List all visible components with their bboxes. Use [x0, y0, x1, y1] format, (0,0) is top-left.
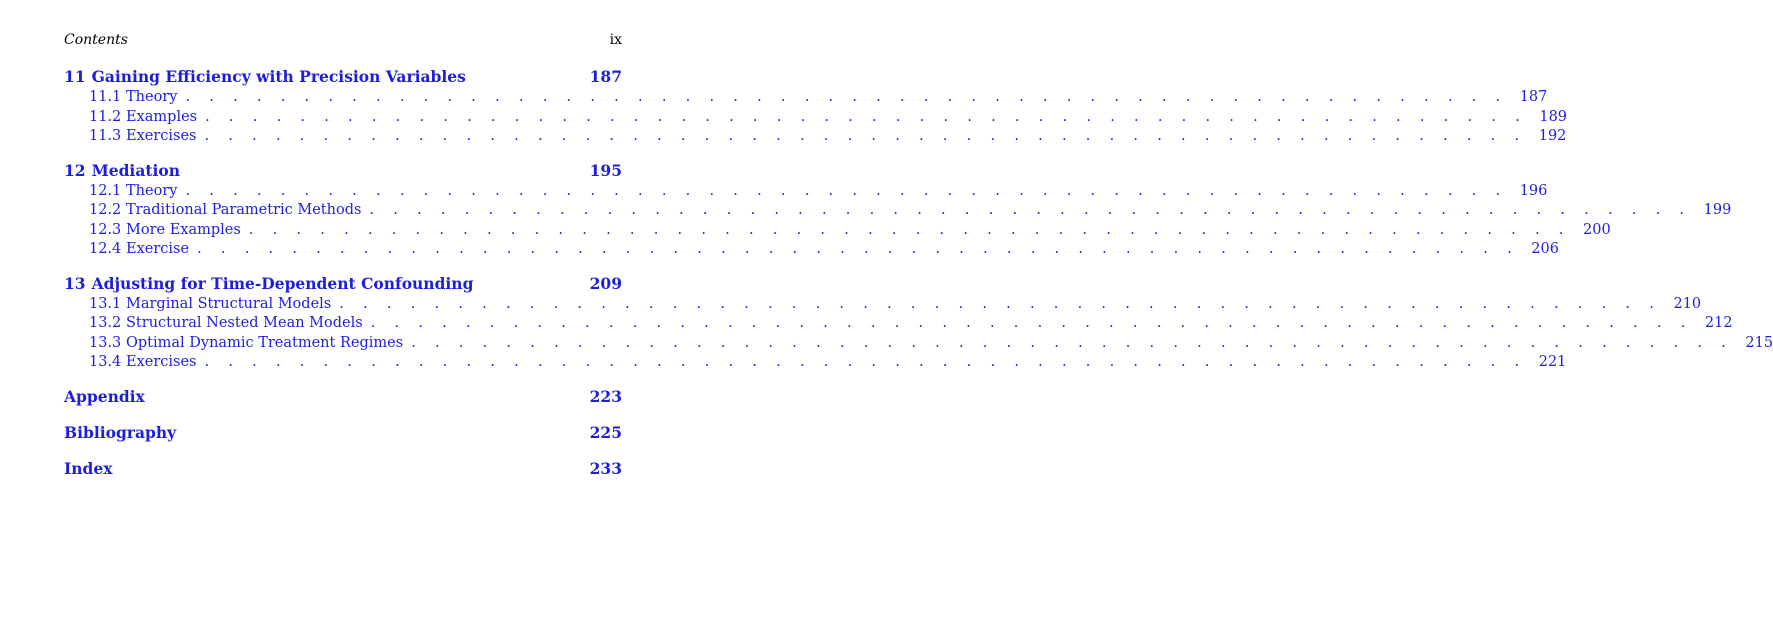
- toc-section-title: Exercises: [126, 354, 197, 370]
- toc-section-number: 12.3: [89, 221, 122, 238]
- toc-section-number: 13.4: [89, 354, 122, 370]
- toc-chapter: [64, 273, 1773, 374]
- toc-chapter-title-wrap: [64, 161, 590, 180]
- toc-section-title: Optimal Dynamic Treatment Regimes: [126, 334, 404, 351]
- toc-section-number: 11.2: [89, 108, 122, 125]
- toc-dot-leader: . . . . . . . . . . . . . . . . . . . . . . . . . . . . . . . . . . . . . . . . . . . . . . . . . . . . . . . .: [204, 128, 1527, 144]
- toc-section-title: Examples: [126, 108, 198, 125]
- toc-index: [64, 459, 622, 481]
- toc-dot-leader: . . . . . . . . . . . . . . . . . . . . . . . . . . . . . . . . . . . . . . . . . . . . . . . . . . . . . . . .: [185, 182, 1508, 199]
- toc-section-entry[interactable]: [64, 89, 1548, 109]
- toc-bibliography-page: 225: [589, 422, 622, 442]
- toc-section-page: 200: [1583, 221, 1611, 238]
- toc-chapter-page: 209: [589, 273, 622, 293]
- toc-section-page: 189: [1539, 108, 1568, 125]
- toc-chapter-entry[interactable]: [64, 161, 622, 183]
- toc-section-title: Exercises: [126, 128, 197, 144]
- toc-chapter-entry[interactable]: [64, 67, 622, 89]
- toc-section-number: 11.3: [89, 128, 122, 144]
- toc-index-title: Index: [64, 458, 113, 478]
- toc-appendix: [64, 387, 622, 409]
- running-head-page-number: ix: [609, 32, 622, 48]
- toc-chapter: [64, 67, 1568, 148]
- toc-section-title: Marginal Structural Models: [126, 295, 332, 312]
- toc-section-page: 199: [1703, 202, 1732, 218]
- toc-section-number: 13.3: [89, 334, 122, 351]
- toc-chapter-title-wrap: [64, 67, 590, 86]
- toc-dot-leader: . . . . . . . . . . . . . . . . . . . . . . . . . . . . . . . . . . . . . . . . . . . . . . . . . . . . . . . .: [197, 241, 1519, 257]
- toc-chapter-title-wrap: [64, 274, 590, 293]
- toc-chapter-page: 187: [589, 67, 622, 86]
- toc-section-entry[interactable]: [64, 354, 1567, 374]
- toc-section-entry[interactable]: [64, 315, 1733, 335]
- toc-section-entry[interactable]: [64, 108, 1568, 129]
- toc-section-page: 210: [1673, 295, 1702, 312]
- toc-dot-leader: . . . . . . . . . . . . . . . . . . . . . . . . . . . . . . . . . . . . . . . . . . . . . . . . . . . . . . . .: [411, 334, 1734, 351]
- toc-section-title: Exercise: [126, 241, 190, 257]
- toc-section-title: More Examples: [126, 221, 241, 238]
- toc-section-number: 12.2: [89, 202, 122, 218]
- toc-dot-leader: . . . . . . . . . . . . . . . . . . . . . . . . . . . . . . . . . . . . . . . . . . . . . . . . . . . . . . . .: [204, 354, 1527, 370]
- toc-section-number: 13.1: [89, 295, 122, 312]
- running-head: [64, 32, 622, 52]
- table-of-contents: [64, 67, 1773, 495]
- toc-chapter-title: Adjusting for Time-Dependent Confounding: [91, 273, 474, 293]
- toc-dot-leader: . . . . . . . . . . . . . . . . . . . . . . . . . . . . . . . . . . . . . . . . . . . . . . . . . . . . . . . .: [339, 295, 1662, 312]
- toc-appendix-title: Appendix: [64, 386, 145, 406]
- toc-chapter: [64, 160, 1732, 261]
- toc-section-number: 12.4: [89, 241, 122, 257]
- toc-dot-leader: . . . . . . . . . . . . . . . . . . . . . . . . . . . . . . . . . . . . . . . . . . . . . . . . . . . . . . . .: [369, 202, 1692, 218]
- toc-section-entry[interactable]: [64, 202, 1732, 222]
- toc-index-entry[interactable]: [64, 459, 622, 481]
- toc-section-number: 13.2: [89, 315, 122, 331]
- toc-appendix-entry[interactable]: [64, 387, 622, 409]
- toc-chapter-number: 12: [64, 160, 86, 180]
- toc-section-entry[interactable]: [64, 182, 1548, 203]
- toc-chapter-title: Mediation: [91, 160, 181, 180]
- toc-section-entry[interactable]: [64, 221, 1611, 242]
- running-head-title: Contents: [64, 32, 128, 48]
- toc-section-entry[interactable]: [64, 241, 1559, 261]
- toc-section-page: 196: [1519, 182, 1548, 199]
- toc-section-entry[interactable]: [64, 295, 1702, 316]
- toc-chapter-number: 13: [64, 273, 86, 293]
- toc-section-title: Traditional Parametric Methods: [126, 202, 362, 218]
- toc-chapter-title: Gaining Efficiency with Precision Variables: [91, 67, 466, 86]
- toc-section-title: Theory: [126, 182, 178, 199]
- toc-section-entry[interactable]: [64, 334, 1773, 355]
- toc-section-page: 215: [1745, 334, 1773, 351]
- toc-dot-leader: . . . . . . . . . . . . . . . . . . . . . . . . . . . . . . . . . . . . . . . . . . . . . . . . . . . . . . . .: [370, 315, 1693, 331]
- toc-index-page: 233: [589, 458, 622, 478]
- toc-dot-leader: . . . . . . . . . . . . . . . . . . . . . . . . . . . . . . . . . . . . . . . . . . . . . . . . . . . . . . . .: [185, 89, 1508, 105]
- toc-section-entry[interactable]: [64, 128, 1567, 148]
- toc-section-page: 206: [1531, 241, 1559, 257]
- toc-section-number: 12.1: [89, 182, 122, 199]
- toc-dot-leader: . . . . . . . . . . . . . . . . . . . . . . . . . . . . . . . . . . . . . . . . . . . . . . . . . . . . . . . .: [248, 221, 1571, 238]
- toc-bibliography-title: Bibliography: [64, 422, 177, 442]
- toc-section-title: Structural Nested Mean Models: [126, 315, 363, 331]
- toc-section-page: 212: [1704, 315, 1733, 331]
- toc-dot-leader: . . . . . . . . . . . . . . . . . . . . . . . . . . . . . . . . . . . . . . . . . . . . . . . . . . . . . . . .: [205, 108, 1528, 125]
- toc-bibliography: [64, 423, 622, 445]
- toc-bibliography-entry[interactable]: [64, 423, 622, 445]
- toc-section-number: 11.1: [89, 89, 122, 105]
- toc-section-page: 221: [1538, 354, 1567, 370]
- toc-section-page: 187: [1519, 89, 1548, 105]
- toc-section-title: Theory: [126, 89, 178, 105]
- toc-chapter-number: 11: [64, 67, 86, 86]
- toc-section-page: 192: [1538, 128, 1567, 144]
- toc-chapter-entry[interactable]: [64, 274, 622, 296]
- toc-appendix-page: 223: [589, 386, 622, 406]
- toc-chapter-page: 195: [589, 160, 622, 180]
